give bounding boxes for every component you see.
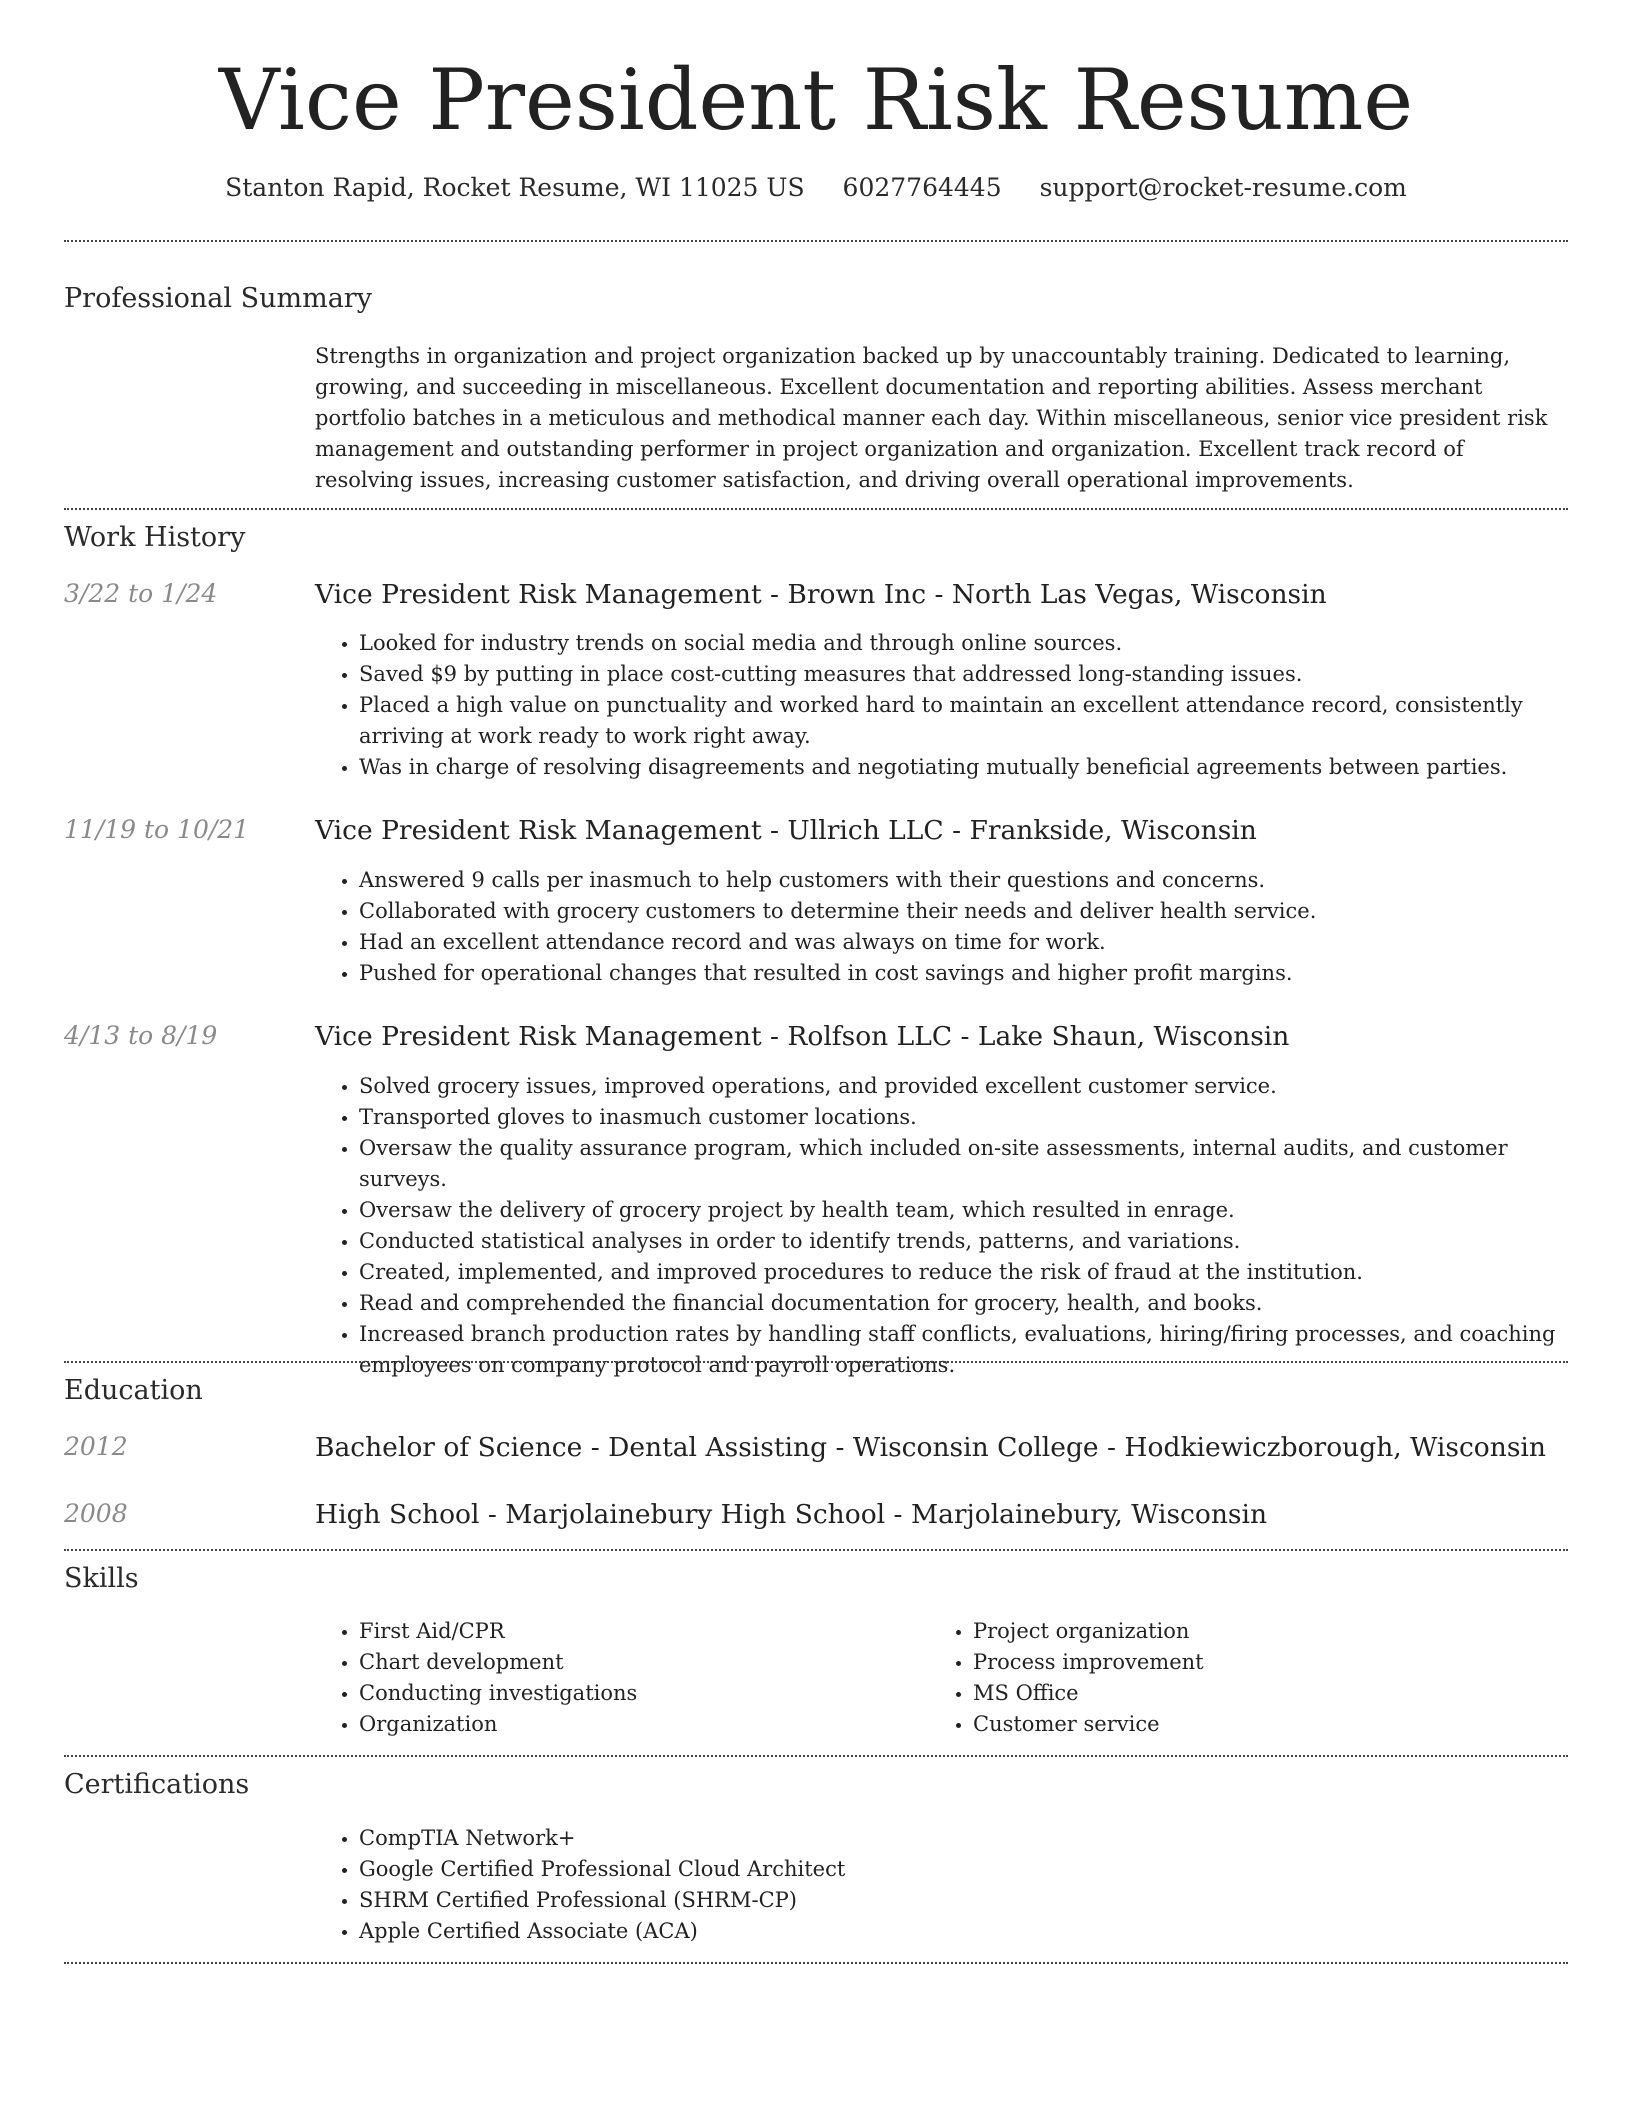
education-degree: Bachelor of Science - Dental Assisting - Wisconsin College - Hodkiewiczborough, Wisconsin: [315, 1432, 1546, 1463]
skill-item: • MS Office: [973, 1678, 1533, 1709]
job-bullet: • Was in charge of resolving disagreements and negotiating mutually beneficial agreements between parties.: [359, 752, 1575, 783]
contact-phone: 6027764445: [842, 173, 1002, 202]
contact-email: support@rocket-resume.com: [1039, 173, 1407, 202]
divider: [64, 1755, 1568, 1757]
divider: [64, 1361, 1568, 1363]
skill-item: • Organization: [359, 1709, 919, 1740]
job-bullet: • Had an excellent attendance record and was always on time for work.: [359, 927, 1575, 958]
education-year: 2008: [64, 1499, 128, 1528]
job-bullets: [315, 865, 1575, 989]
divider: [64, 1549, 1568, 1551]
skill-item: • Process improvement: [973, 1647, 1533, 1678]
job-bullet: • Pushed for operational changes that resulted in cost savings and higher profit margins.: [359, 958, 1575, 989]
job-bullet: • Increased branch production rates by handling staff conflicts, evaluations, hiring/firing processes, and coaching employees on company protocol and payroll operations.: [359, 1319, 1575, 1381]
job-title: Vice President Risk Management - Rolfson LLC - Lake Shaun, Wisconsin: [315, 1021, 1290, 1052]
job-bullet: • Created, implemented, and improved procedures to reduce the risk of fraud at the institution.: [359, 1257, 1575, 1288]
summary-text: Strengths in organization and project organization backed up by unaccountably training. Dedicated to learning, growing, and succeeding in miscellaneous. Excellent documentation and reporting abilities. Assess merchant portfolio batches in a meticulous and methodical manner each day. Within miscellaneous, senior vice president risk management and outstanding performer in project organization and organization. Excellent track record of resolving issues, increasing customer satisfaction, and driving overall operational improvements.: [315, 344, 1548, 492]
job-bullet: • Answered 9 calls per inasmuch to help customers with their questions and concerns.: [359, 865, 1575, 896]
job-bullet: • Read and comprehended the financial documentation for grocery, health, and books.: [359, 1288, 1575, 1319]
job-bullet: • Oversaw the quality assurance program, which included on-site assessments, internal audits, and customer surveys.: [359, 1133, 1575, 1195]
section-title-skills: Skills: [64, 1563, 139, 1594]
skill-item: • Chart development: [359, 1647, 919, 1678]
certification-item: • CompTIA Network+: [359, 1823, 1575, 1854]
job-bullets: [315, 628, 1575, 783]
divider: [64, 508, 1568, 510]
divider: [64, 1962, 1568, 1964]
section-title-summary: Professional Summary: [64, 283, 372, 314]
job-bullet: • Placed a high value on punctuality and worked hard to maintain an excellent attendance record, consistently arriving at work ready to work right away.: [359, 690, 1575, 752]
job-bullets: [315, 1071, 1575, 1381]
education-year: 2012: [64, 1432, 128, 1461]
job-bullet: • Oversaw the delivery of grocery project by health team, which resulted in enrage.: [359, 1195, 1575, 1226]
section-title-education: Education: [64, 1375, 203, 1406]
job-bullet: • Looked for industry trends on social media and through online sources.: [359, 628, 1575, 659]
skills-list-left: [315, 1616, 919, 1740]
job-dates: 4/13 to 8/19: [64, 1021, 218, 1050]
job-title: Vice President Risk Management - Brown Inc - North Las Vegas, Wisconsin: [315, 579, 1327, 610]
job-bullet: • Solved grocery issues, improved operations, and provided excellent customer service.: [359, 1071, 1575, 1102]
certification-item: • Google Certified Professional Cloud Architect: [359, 1854, 1575, 1885]
contact-address: Stanton Rapid, Rocket Resume, WI 11025 US: [225, 173, 805, 202]
skill-item: • Conducting investigations: [359, 1678, 919, 1709]
skill-item: • Project organization: [973, 1616, 1533, 1647]
education-degree: High School - Marjolainebury High School - Marjolainebury, Wisconsin: [315, 1499, 1268, 1530]
job-bullet: • Collaborated with grocery customers to determine their needs and deliver health service.: [359, 896, 1575, 927]
job-bullet: • Transported gloves to inasmuch customer locations.: [359, 1102, 1575, 1133]
certifications-list: [315, 1823, 1575, 1947]
section-title-certifications: Certifications: [64, 1769, 250, 1800]
divider: [64, 240, 1568, 242]
skill-item: • First Aid/CPR: [359, 1616, 919, 1647]
job-title: Vice President Risk Management - Ullrich LLC - Frankside, Wisconsin: [315, 815, 1257, 846]
job-dates: 11/19 to 10/21: [64, 815, 250, 844]
resume-title: Vice President Risk Resume: [218, 51, 1414, 149]
contact-line: [0, 170, 1632, 206]
certification-item: • SHRM Certified Professional (SHRM-CP): [359, 1885, 1575, 1916]
skill-item: • Customer service: [973, 1709, 1533, 1740]
section-title-work: Work History: [64, 522, 246, 553]
summary-block: [315, 341, 1555, 496]
certification-item: • Apple Certified Associate (ACA): [359, 1916, 1575, 1947]
job-bullet: • Saved $9 by putting in place cost-cutting measures that addressed long-standing issues.: [359, 659, 1575, 690]
job-bullet: • Conducted statistical analyses in order to identify trends, patterns, and variations.: [359, 1226, 1575, 1257]
skills-list-right: [929, 1616, 1533, 1740]
job-dates: 3/22 to 1/24: [64, 579, 218, 608]
